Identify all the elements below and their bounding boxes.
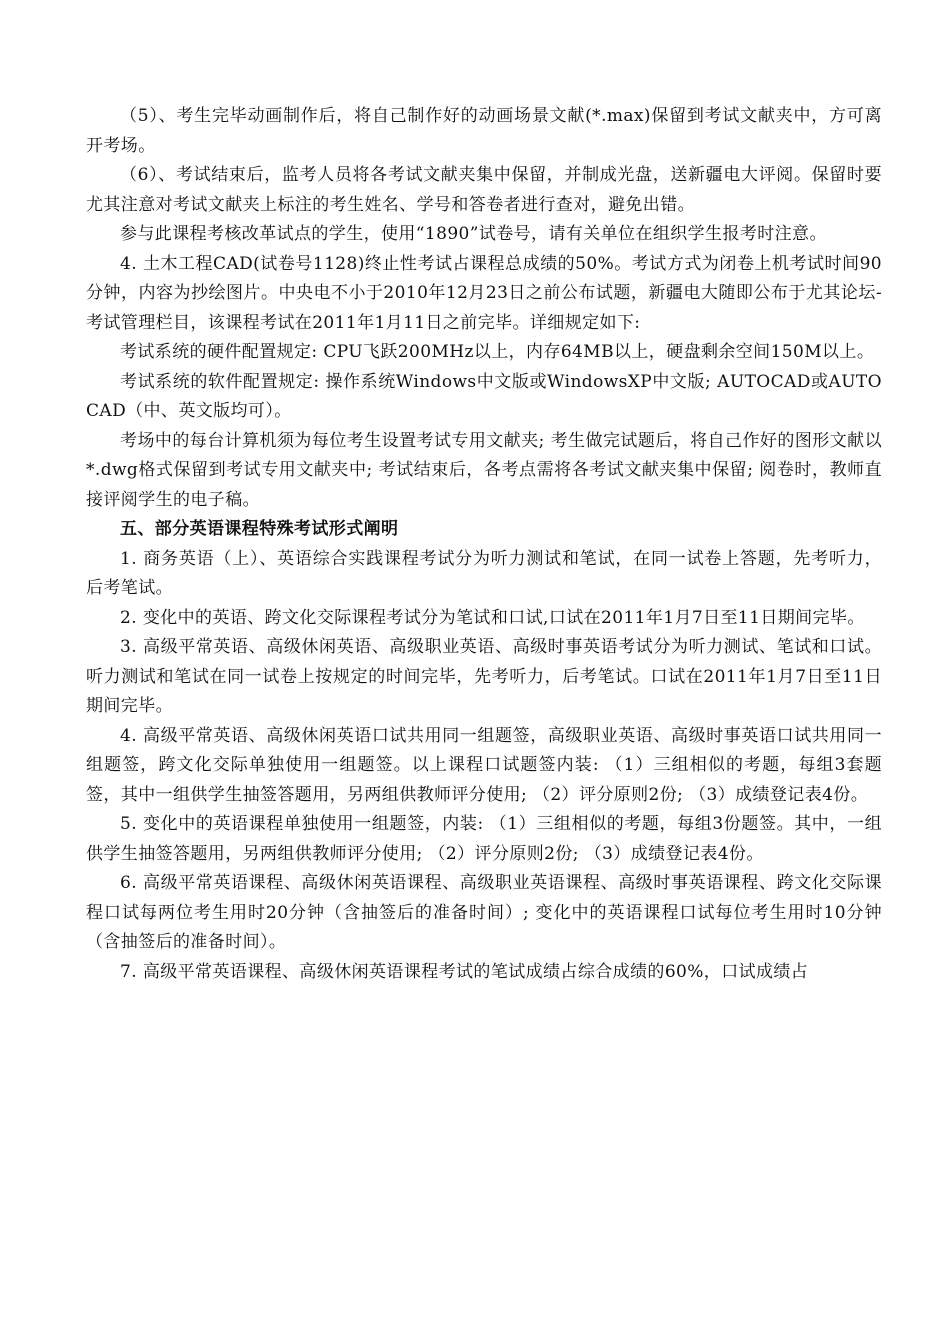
paragraph-business-english: 1. 商务英语（上）、英语综合实践课程考试分为听力测试和笔试，在同一试卷上答题，先考听力，后考笔试。 — [86, 548, 882, 598]
paragraph-civil-cad-exam: 4. 土木工程CAD(试卷号1128)终止性考试占课程总成绩的50%。考试方式为闭卷上机考试时间90分钟，内容为抄绘图片。中央电不小于2010年12月23日之前公布试题，新疆电大随即公布于尤其论坛-考试管理栏目，该课程考试在2011年1月11日之前完毕。详细规定如下: — [86, 253, 882, 333]
paragraph-animation-save: （5）、考生完毕动画制作后，将自己制作好的动画场景文献(*.max)保留到考试文献夹中，方可离开考场。 — [86, 106, 882, 156]
paragraph-changing-english-cards: 5. 变化中的英语课程单独使用一组题签，内装: （1）三组相似的考题，每组3份题签。其中，一组供学生抽签答题用，另两组供教师评分使用; （2）评分原则2份; （3）成绩登记表4份。 — [86, 814, 882, 864]
paragraph-paper-number-note: 参与此课程考核改革试点的学生，使用“1890”试卷号，请有关单位在组织学生报考时注意。 — [120, 224, 827, 244]
paragraph-advanced-english-exams: 3. 高级平常英语、高级休闲英语、高级职业英语、高级时事英语考试分为听力测试、笔试和口试。听力测试和笔试在同一试卷上按规定的时间完毕，先考听力，后考笔试。口试在2011年1月7日至11日期间完毕。 — [86, 637, 882, 716]
paragraph-score-weighting: 7. 高级平常英语课程、高级休闲英语课程考试的笔试成绩占综合成绩的60%，口试成绩占 — [120, 961, 809, 982]
section-heading-english-exams: 五、部分英语课程特殊考试形式阐明 — [120, 519, 399, 539]
paragraph-changing-english: 2. 变化中的英语、跨文化交际课程考试分为笔试和口试,口试在2011年1月7日至11日期间完毕。 — [120, 607, 865, 628]
document-body — [86, 102, 882, 987]
paragraph-software-requirements: 考试系统的软件配置规定: 操作系统Windows中文版或WindowsXP中文版; AUTOCAD或AUTOCAD（中、英文版均可）。 — [86, 371, 882, 421]
paragraph-hardware-requirements: 考试系统的硬件配置规定: CPU飞跃200MHz以上，内存64MB以上，硬盘剩余空间150M以上。 — [120, 342, 875, 362]
paragraph-oral-exam-duration: 6. 高级平常英语课程、高级休闲英语课程、高级职业英语课程、高级时事英语课程、跨文化交际课程口试每两位考生用时20分钟（含抽签后的准备时间）; 变化中的英语课程口试每位考生用时10分钟（含抽签后的准备时间）。 — [86, 873, 882, 952]
paragraph-exam-folder-setup: 考场中的每台计算机须为每位考生设置考试专用文献夹; 考生做完试题后，将自己作好的图形文献以*.dwg格式保留到考试专用文献夹中; 考试结束后，各考点需将各考试文献夹集中保留; 阅卷时，教师直接评阅学生的电子稿。 — [86, 430, 882, 510]
paragraph-oral-exam-cards: 4. 高级平常英语、高级休闲英语口试共用同一组题签，高级职业英语、高级时事英语口试共用同一组题签，跨文化交际单独使用一组题签。以上课程口试题签内装: （1）三组相似的考题，每组3套题签，其中一组供学生抽签答题用，另两组供教师评分使用; （2）评分原则2份; （3）成绩登记表4份。 — [86, 725, 882, 805]
paragraph-exam-end-archive: （6）、考试结束后，监考人员将各考试文献夹集中保留，并制成光盘，送新疆电大评阅。保留时要尤其注意对考试文献夹上标注的考生姓名、学号和答卷者进行查对，避免出错。 — [86, 165, 882, 215]
